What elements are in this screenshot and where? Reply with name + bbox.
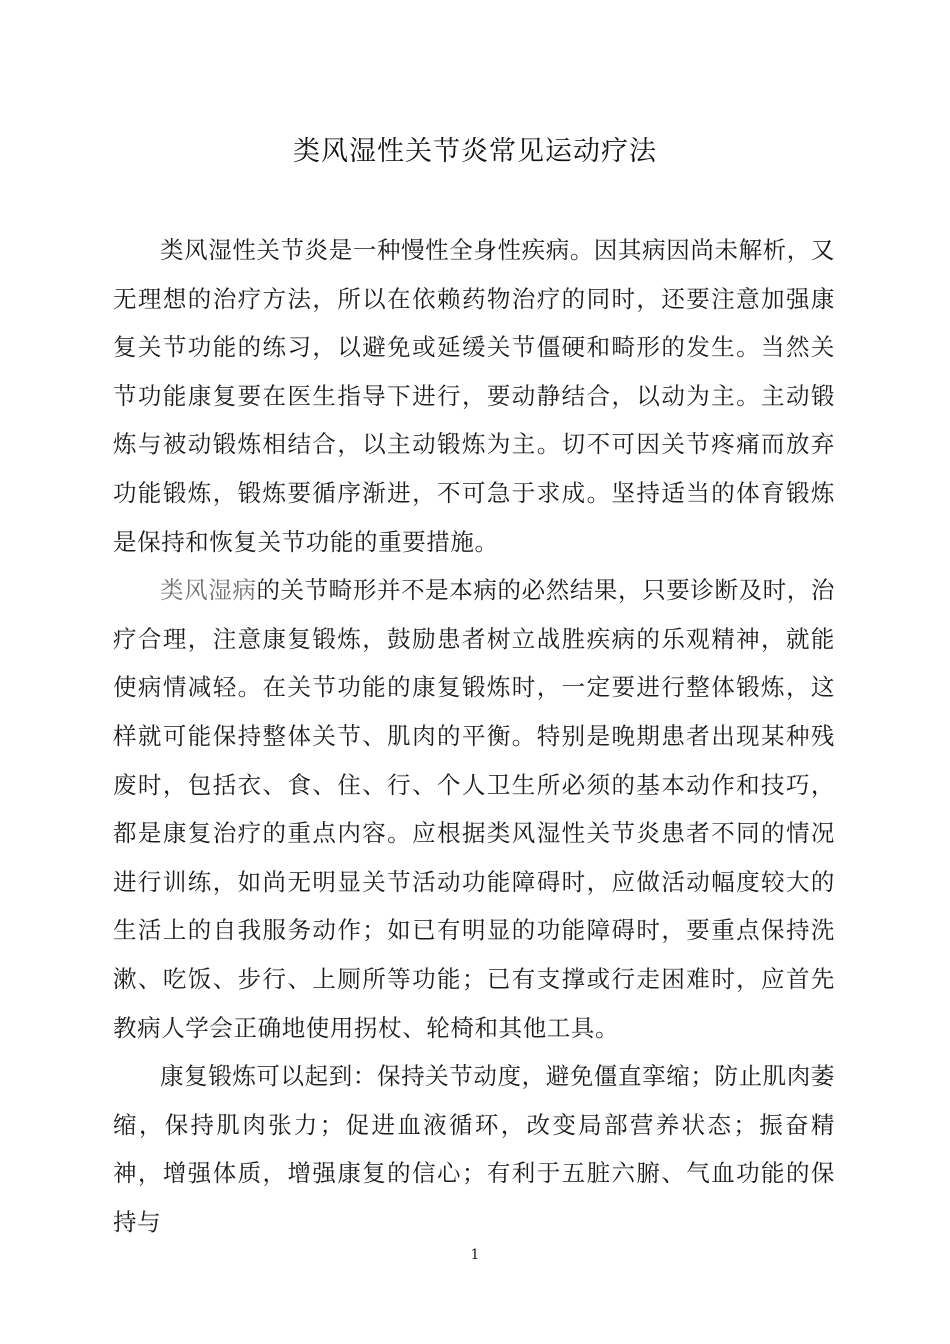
paragraph-benefits-text: 康复锻炼可以起到：保持关节动度，避免僵直挛缩；防止肌肉萎缩，保持肌肉张力；促进血液循环，改变局部营养状态；振奋精神，增强体质，增强康复的信心；有利于五脏六腑、气血功能的保持与 xyxy=(113,1062,835,1236)
document-title: 类风湿性关节炎常见运动疗法 xyxy=(293,136,657,167)
paragraph-intro-text: 类风湿性关节炎是一种慢性全身性疾病。因其病因尚未解析，又无理想的治疗方法，所以在依赖药物治疗的同时，还要注意加强康复关节功能的练习，以避免或延缓关节僵硬和畸形的发生。当然关节功能康复要在医生指导下进行，要动静结合，以动为主。主动锻炼与被动锻炼相结合，以主动锻炼为主。切不可因关节疼痛而放弃功能锻炼，锻炼要循序渐进，不可急于求成。坚持适当的体育锻炼是保持和恢复关节功能的重要措施。 xyxy=(113,236,835,556)
paragraph-intro xyxy=(113,226,835,566)
paragraph-rehabilitation-text: 的关节畸形并不是本病的必然结果，只要诊断及时，治疗合理，注意康复锻炼，鼓励患者树立战胜疾病的乐观精神，就能使病情减轻。在关节功能的康复锻炼时，一定要进行整体锻炼，这样就可能保持整体关节、肌肉的平衡。特别是晚期患者出现某种残废时，包括衣、食、住、行、个人卫生所必须的基本动作和技巧，都是康复治疗的重点内容。应根据类风湿性关节炎患者不同的情况进行训练，如尚无明显关节活动功能障碍时，应做活动幅度较大的生活上的自我服务动作；如已有明显的功能障碍时，要重点保持洗漱、吃饭、步行、上厕所等功能；已有支撑或行走困难时，应首先教病人学会正确地使用拐杖、轮椅和其他工具。 xyxy=(113,576,835,1042)
document-body xyxy=(113,226,835,1246)
paragraph-benefits xyxy=(113,1052,835,1246)
highlighted-term: 类风湿病 xyxy=(160,576,257,605)
page-number: 1 xyxy=(470,1247,480,1263)
paragraph-rehabilitation xyxy=(113,566,835,1052)
